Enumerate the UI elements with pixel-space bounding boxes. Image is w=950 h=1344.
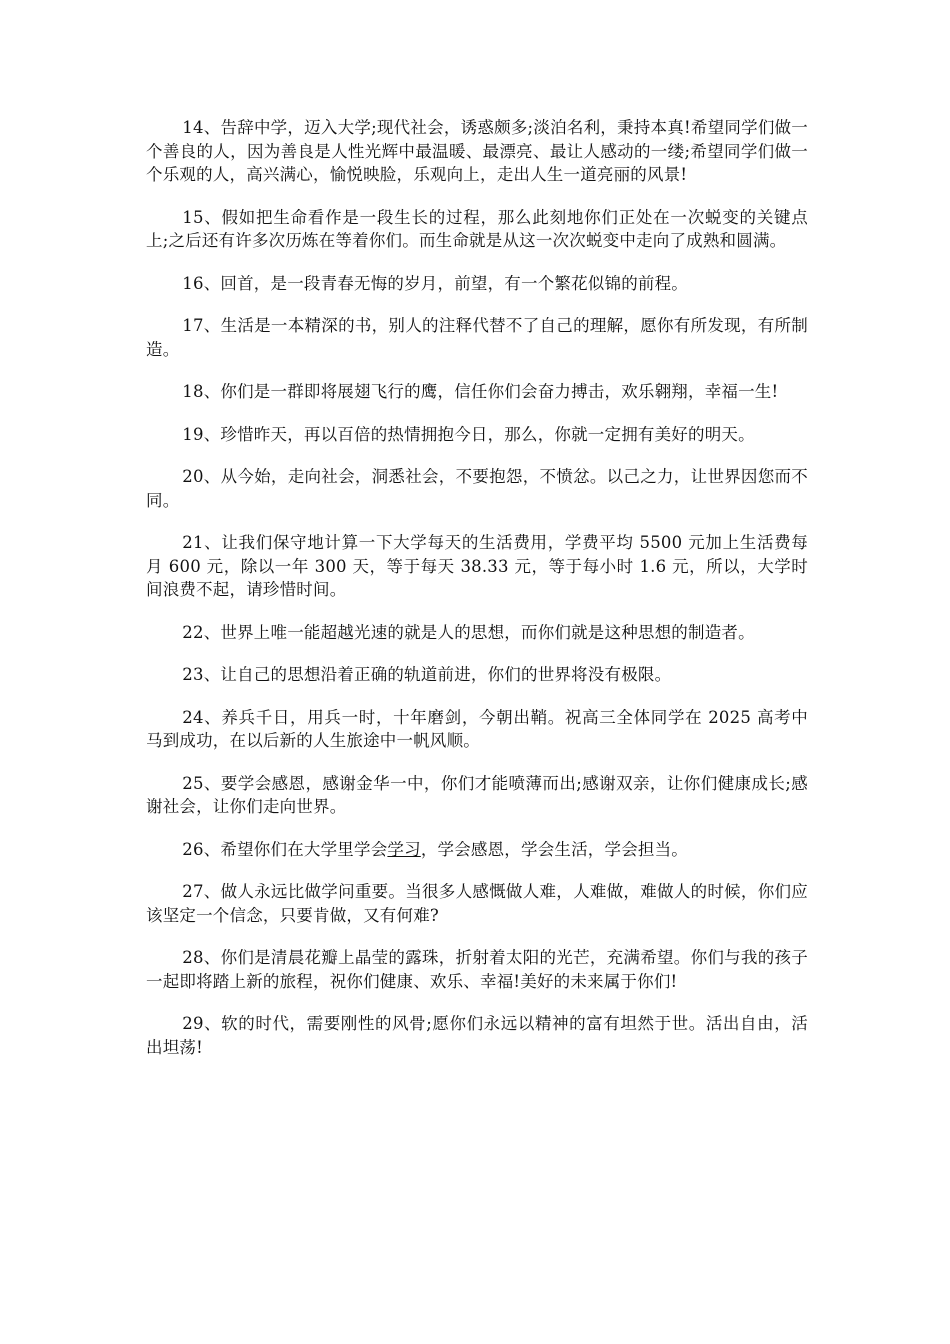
paragraph-25: 25、要学会感恩，感谢金华一中，你们才能喷薄而出;感谢双亲，让你们健康成长;感谢社会，让你们走向世界。 <box>146 773 808 816</box>
paragraph-18: 18、你们是一群即将展翅飞行的鹰，信任你们会奋力搏击，欢乐翱翔，幸福一生! <box>182 382 779 401</box>
paragraph-20: 20、从今始，走向社会，洞悉社会，不要抱怨，不愤忿。以己之力，让世界因您而不同。 <box>146 467 808 510</box>
study-link[interactable]: 学习 <box>387 839 421 859</box>
paragraph-17: 17、生活是一本精深的书，别人的注释代替不了自己的理解，愿你有所发现，有所制造。 <box>146 316 808 359</box>
document-body <box>146 116 808 1078</box>
paragraph-19: 19、珍惜昨天，再以百倍的热情拥抱今日，那么，你就一定拥有美好的明天。 <box>182 424 755 444</box>
paragraph-16: 16、回首，是一段青春无悔的岁月，前望，有一个繁花似锦的前程。 <box>182 273 688 293</box>
paragraph-14: 14、告辞中学，迈入大学;现代社会，诱惑颇多;淡泊名利，秉持本真!希望同学们做一个善良的人，因为善良是人性光辉中最温暖、最漂亮、最让人感动的一缕;希望同学们做一个乐观的人，高兴满心，愉悦映脸，乐观向上，走出人生一道亮丽的风景! <box>146 118 808 184</box>
paragraph-26 <box>146 838 808 862</box>
paragraph-15: 15、假如把生命看作是一段生长的过程，那么此刻地你们正处在一次蜕变的关键点上;之后还有许多次历炼在等着你们。而生命就是从这一次次蜕变中走向了成熟和圆满。 <box>146 207 808 250</box>
paragraph-28: 28、你们是清晨花瓣上晶莹的露珠，折射着太阳的光芒，充满希望。你们与我的孩子一起即将踏上新的旅程，祝你们健康、欢乐、幸福!美好的未来属于你们! <box>146 948 808 991</box>
paragraph-29: 29、软的时代，需要刚性的风骨;愿你们永远以精神的富有坦然于世。活出自由，活出坦荡! <box>146 1014 808 1057</box>
paragraph-26-pre: 26、希望你们在大学里学会 <box>182 839 388 859</box>
paragraph-24: 24、养兵千日，用兵一时，十年磨剑，今朝出鞘。祝高三全体同学在 2025 高考中马到成功，在以后新的人生旅途中一帆风顺。 <box>146 707 808 750</box>
paragraph-22: 22、世界上唯一能超越光速的就是人的思想，而你们就是这种思想的制造者。 <box>182 622 755 642</box>
paragraph-23: 23、让自己的思想沿着正确的轨道前进，你们的世界将没有极限。 <box>182 665 672 684</box>
paragraph-27: 27、做人永远比做学问重要。当很多人感慨做人难，人难做，难做人的时候，你们应该坚定一个信念，只要肯做，又有何难? <box>146 882 808 925</box>
paragraph-26-post: ，学会感恩，学会生活，学会担当。 <box>420 839 689 859</box>
paragraph-21: 21、让我们保守地计算一下大学每天的生活费用，学费平均 5500 元加上生活费每月 600 元，除以一年 300 天，等于每天 38.33 元，等于每小时 1.6 元，所以，大学时间浪费不起，请珍惜时间。 <box>146 533 808 599</box>
